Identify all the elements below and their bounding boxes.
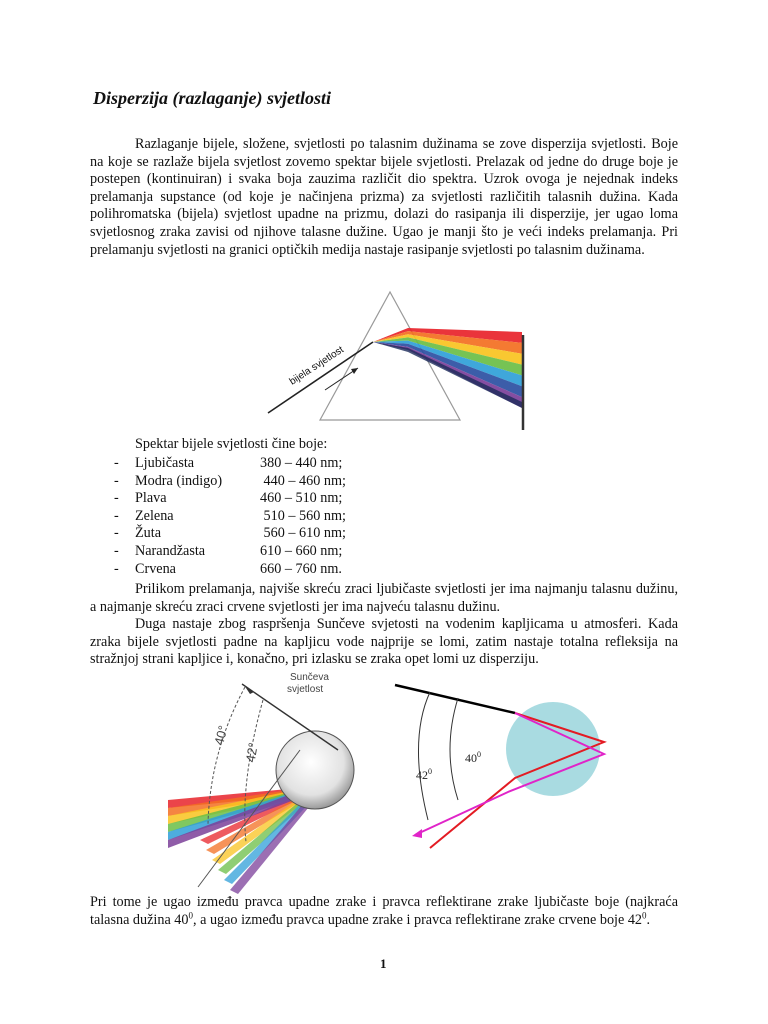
list-dash: -: [114, 525, 119, 542]
page-number: 1: [380, 956, 387, 971]
list-item: [90, 455, 410, 473]
sun-label-line1: Sunčeva: [290, 672, 329, 683]
wavelength-range: 460 – 510 nm;: [260, 490, 343, 507]
sunlight-arrowhead: [244, 685, 254, 694]
list-item: [90, 508, 410, 526]
conclusion-text-1: Pri tome je ugao između pravca upadne zrake i pravca reflektirane zrake ljubičaste boje (najkraća talasna dužina 40: [90, 894, 678, 928]
color-name: Plava: [135, 490, 167, 507]
color-name: Modra (indigo): [135, 472, 223, 489]
wavelength-range: 440 – 460 nm;: [260, 472, 346, 489]
conclusion-paragraph: [90, 894, 678, 929]
list-dash: -: [114, 560, 119, 577]
angle-arc-42: [418, 692, 430, 820]
direction-arrowhead: [351, 368, 358, 374]
color-list: [90, 455, 410, 578]
droplet-angle-figure-right: [390, 680, 620, 860]
violet-arrowhead: [412, 829, 422, 838]
color-name: Žuta: [135, 525, 161, 542]
degree-sup: 0: [642, 909, 647, 920]
list-dash: -: [114, 542, 119, 559]
angle-arc-40: [450, 698, 458, 800]
list-dash: -: [114, 472, 119, 489]
angle-label-42: 42°: [242, 741, 261, 764]
wavelength-range: 660 – 760 nm.: [260, 560, 342, 577]
wavelength-range: 560 – 610 nm;: [260, 525, 346, 542]
color-name: Narandžasta: [135, 542, 206, 559]
angle-label-42: $42^0$: [416, 767, 432, 782]
spectrum-heading: Spektar bijele svjetlosti čine boje:: [135, 436, 328, 452]
conclusion-text-3: .: [646, 911, 651, 928]
wavelength-range: 380 – 440 nm;: [260, 455, 343, 471]
intro-paragraph: Razlaganje bijele, složene, svjetlosti po talasnim dužinama se zove disperzija svjetlosti. Boje na koje se razlaže bijela svjetlost zovemo spektar bijele svjetlosti. Prelazak od jedne do druge boje je postepen (kontinuiran) i svaka boja zauzima različit dio spektra. Uzrok ovoga je nejednak indeks prelamanja supstance (od koje je načinjena prizma) za svjetlosti različitih talasnih dužina. Kada polihromatska (bijela) svjetlost upadne na prizmu, dolazi do rasipanja ili disperzije, jer ugao loma svjetlosnog zraka zavisi od njihove talasne dužine. Ugao je manji što je veći indeks prelamanja. Pri prelamanju svjetlosti na granici optičkih medija nastaje rasipanje svjetlosti po talasnim dužinama.: [90, 136, 678, 258]
rainbow-paragraph: Duga nastaje zbog raspršenja Sunčeve svjetosti na vodenim kapljicama u atmosferi. Kada zraka bijele svjetlosti padne na kapljicu vode najprije se lomi, zatim nastaje totalna refleksija na stražnjoj strani kapljice i, konačno, pri izlasku se zraka opet lomi uz disperziju.: [90, 616, 678, 668]
list-dash: -: [114, 507, 119, 524]
list-item: [90, 561, 410, 579]
sun-label-line2: svjetlost: [287, 684, 324, 695]
list-dash: -: [114, 490, 119, 507]
refraction-paragraph: Prilikom prelamanja, najviše skreću zraci ljubičaste svjetlosti jer ima najmanju talasnu dužinu, a najmanje skreću zraci crvene svjetlosti jer ima najveću talasnu dužinu.: [90, 581, 678, 615]
list-item: [90, 490, 410, 508]
document-title: Disperzija (razlaganje) svjetlosti: [93, 88, 331, 108]
color-name: Ljubičasta: [135, 455, 195, 471]
list-dash: -: [114, 455, 119, 471]
angle-label-40: 40°: [211, 723, 231, 747]
droplet-dispersion-figure-left: [160, 672, 380, 892]
wavelength-range: 510 – 560 nm;: [260, 507, 346, 524]
angle-label-40: $40^0$: [465, 750, 481, 765]
water-droplet: [276, 731, 354, 809]
list-item: [90, 525, 410, 543]
prism-dispersion-figure: [260, 290, 535, 430]
degree-sup: 0: [188, 909, 193, 920]
beam-label: bijela svjetlost: [287, 344, 346, 388]
color-name: Crvena: [135, 560, 176, 577]
list-item: [90, 473, 410, 491]
list-item: [90, 543, 410, 561]
color-name: Zelena: [135, 507, 174, 524]
conclusion-text-2: , a ugao između pravca upadne zrake i pravca reflektirane zrake crvene boje 42: [193, 911, 643, 928]
incident-ray: [268, 342, 373, 413]
wavelength-range: 610 – 660 nm;: [260, 542, 343, 559]
